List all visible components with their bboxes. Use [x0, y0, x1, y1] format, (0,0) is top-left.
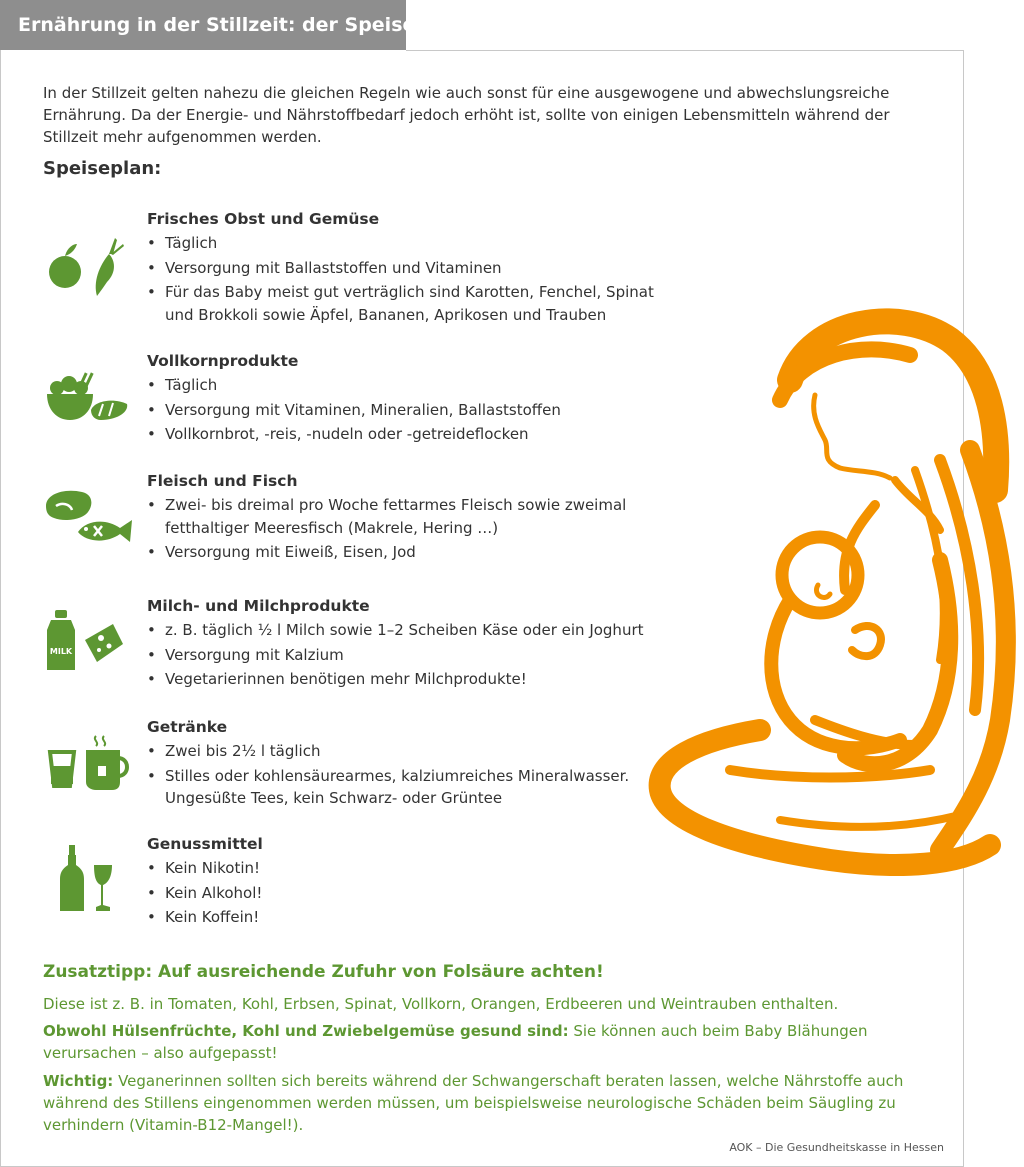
list-item: • Versorgung mit Vitaminen, Mineralien, Ballaststoffen	[147, 399, 667, 422]
bottle-wineglass-icon	[60, 845, 118, 913]
section-title: Frisches Obst und Gemüse	[147, 210, 380, 228]
list-item: • Vollkornbrot, -reis, -nudeln oder -getreideflocken	[147, 423, 667, 446]
list-item: • Kein Nikotin!	[147, 857, 667, 880]
meat-fish-icon	[42, 488, 134, 544]
tipp-heading: Zusatztipp: Auf ausreichende Zufuhr von Folsäure achten!	[43, 962, 604, 982]
fruit-vegetable-icon	[45, 232, 127, 302]
list-item: • Versorgung mit Ballaststoffen und Vitaminen	[147, 257, 667, 280]
section-obst-gemuese	[147, 208, 667, 328]
list-item: • z. B. täglich ½ l Milch sowie 1–2 Scheiben Käse oder ein Joghurt	[147, 619, 667, 642]
list-item: • Kein Alkohol!	[147, 882, 667, 905]
list-item: • Täglich	[147, 232, 667, 255]
section-title: Getränke	[147, 718, 228, 736]
section-title: Fleisch und Fisch	[147, 472, 298, 490]
list-item: • Zwei bis 2½ l täglich	[147, 740, 667, 763]
frame-border-top	[406, 50, 964, 51]
tipp-text: Sie können auch beim Baby Blähungen verursachen – also aufgepasst!	[43, 1022, 868, 1062]
tipp-paragraph-2	[43, 1020, 923, 1064]
breastfeeding-mother-illustration	[640, 300, 1020, 900]
list-item: • Versorgung mit Kalzium	[147, 644, 667, 667]
section-title: Genussmittel	[147, 835, 263, 853]
tipp-text: Veganerinnen sollten sich bereits während der Schwangerschaft beraten lassen, welche Nährstoffe auch während des Stillens eingenommen werden müssen, um beispielsweise neurologische Schäden beim Säugling zu verhindern (Vitamin-B12-Mangel!).	[43, 1072, 904, 1134]
section-fleisch-fisch	[147, 470, 667, 566]
glass-tea-cup-icon	[46, 732, 131, 790]
list-item: • Für das Baby meist gut verträglich sind Karotten, Fenchel, Spinat und Brokkoli sowie Äpfel, Bananen, Aprikosen und Trauben	[147, 281, 667, 326]
section-getraenke	[147, 716, 667, 812]
section-vollkorn	[147, 350, 667, 448]
section-milch	[147, 595, 667, 693]
footer-credit: AOK – Die Gesundheitskasse in Hessen	[729, 1141, 944, 1154]
frame-border-left	[0, 50, 1, 1167]
tipp-bold-lead: Wichtig:	[43, 1072, 114, 1090]
section-heading: Speiseplan:	[43, 158, 162, 179]
milk-label: MILK	[49, 647, 73, 656]
section-title: Vollkornprodukte	[147, 352, 299, 370]
list-item: • Kein Koffein!	[147, 906, 667, 929]
section-genussmittel	[147, 833, 667, 931]
intro-paragraph: In der Stillzeit gelten nahezu die gleichen Regeln wie auch sonst für eine ausgewogene und abwechslungsreiche Ernährung. Da der Energie- und Nährstoffbedarf jedoch erhöht ist, sollte von einigen Lebensmitteln während der Stillzeit mehr aufgenommen werden.	[43, 84, 890, 146]
section-title: Milch- und Milchprodukte	[147, 597, 370, 615]
tipp-paragraph-1: Diese ist z. B. in Tomaten, Kohl, Erbsen, Spinat, Vollkorn, Orangen, Erdbeeren und Weintrauben enthalten.	[43, 995, 839, 1013]
milk-cheese-icon	[45, 610, 125, 672]
list-item: • Stilles oder kohlensäurearmes, kalziumreiches Mineralwasser. Ungesüßte Tees, kein Schwarz- oder Grüntee	[147, 765, 667, 810]
list-item: • Täglich	[147, 374, 667, 397]
page-title: Ernährung in der Stillzeit: der Speiseplan	[0, 0, 406, 50]
tipp-bold-lead: Obwohl Hülsenfrüchte, Kohl und Zwiebelgemüse gesund sind:	[43, 1022, 569, 1040]
list-item: • Versorgung mit Eiweiß, Eisen, Jod	[147, 541, 667, 564]
list-item: • Zwei- bis dreimal pro Woche fettarmes Fleisch sowie zweimal fetthaltiger Meeresfisch (Makrele, Hering …)	[147, 494, 667, 539]
grain-bowl-bread-icon	[45, 370, 130, 425]
list-item: • Vegetarierinnen benötigen mehr Milchprodukte!	[147, 668, 667, 691]
tipp-paragraph-3	[43, 1070, 923, 1136]
